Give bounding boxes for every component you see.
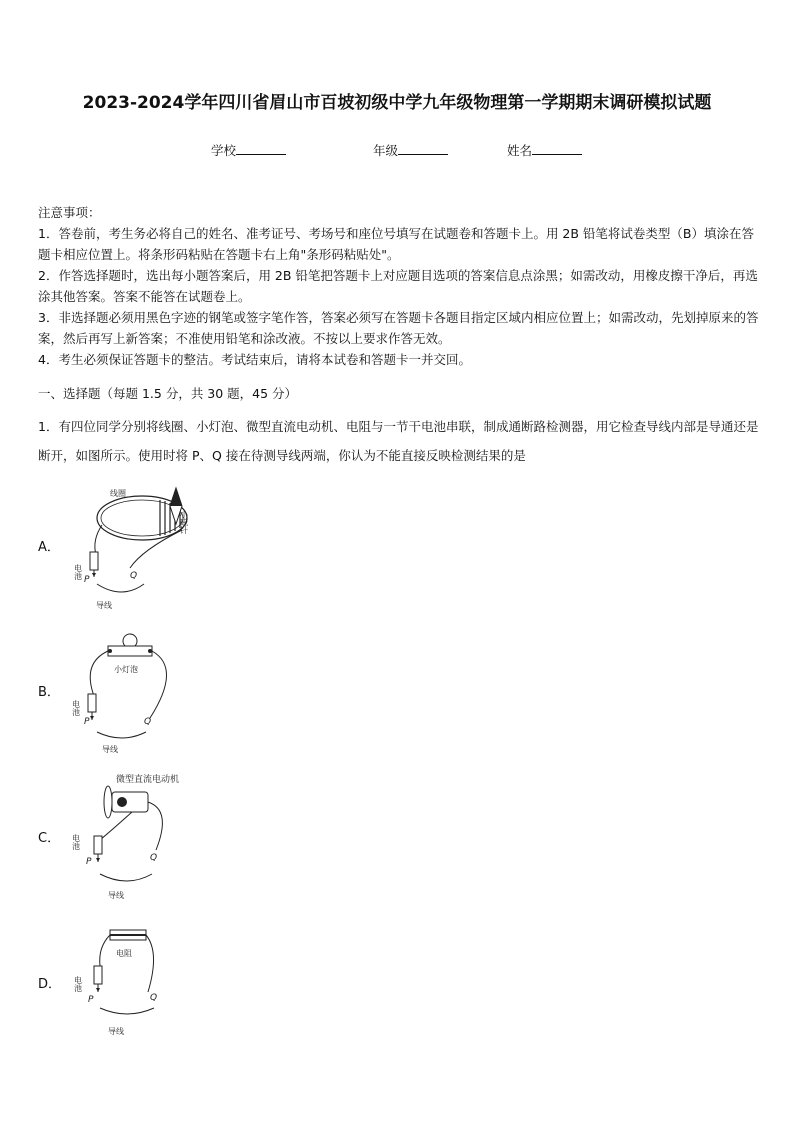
option-c-label[interactable]: C． (38, 831, 61, 846)
q-label: Q (150, 993, 158, 1003)
battery-label: 电池 (73, 976, 83, 992)
p-label: P (84, 575, 90, 585)
grade-blank[interactable] (398, 142, 448, 155)
q-label: Q (150, 853, 158, 863)
q-label: Q (144, 717, 152, 727)
school-label: 学校 (211, 143, 237, 158)
name-label: 姓名 (507, 143, 533, 158)
p-label: P (86, 857, 92, 867)
resistor-label: 电阻 (116, 949, 132, 958)
grade-field (373, 141, 448, 159)
wire-label: 导线 (96, 601, 112, 610)
section-heading: 一、选择题（每题 1.5 分，共 30 题，45 分） (38, 386, 298, 401)
grade-label: 年级 (373, 143, 399, 158)
option-a-label[interactable]: A． (38, 540, 60, 555)
option-d-label[interactable]: D． (38, 977, 62, 992)
question-text: 1．有四位同学分别将线圈、小灯泡、微型直流电动机、电阻与一节干电池串联，制成通断路检测器，用它检查导线内部是导通还是断开，如图所示。使用时将 P、Q 接在待测导线两端，你认为不能直接反映检测结果的是 (38, 419, 759, 463)
motor-label: 微型直流电动机 (116, 775, 180, 785)
coil-label: 线圈 (110, 489, 126, 498)
note-item: 3．非选择题必须用黑色字迹的钢笔或签字笔作答，答案必须写在答题卡各题目指定区域内相应位置上；如需改动，先划掉原来的答案，然后再写上新答案；不准使用铅笔和涂改液。不按以上要求作答无效。 (38, 310, 759, 346)
option-d-figure (72, 922, 222, 1042)
battery-label: 电池 (73, 564, 83, 580)
option-a-figure (72, 480, 222, 615)
name-blank[interactable] (532, 142, 582, 155)
p-label: P (88, 995, 94, 1005)
note-item: 1．答卷前，考生务必将自己的姓名、准考证号、考场号和座位号填写在试题卷和答题卡上。用 2B 铅笔将试卷类型（B）填涂在答题卡相应位置上。将条形码粘贴在答题卡右上角"条形码粘贴处"。 (38, 226, 755, 262)
battery-label: 电池 (72, 834, 81, 850)
option-b-figure (72, 628, 222, 758)
p-label: P (84, 717, 90, 727)
battery-label: 电池 (72, 700, 81, 716)
note-item: 4．考生必须保证答题卡的整洁。考试结束后，请将本试卷和答题卡一并交回。 (38, 352, 471, 367)
school-blank[interactable] (236, 142, 286, 155)
needle-label: 小磁针 (179, 510, 189, 534)
notes-block (38, 202, 762, 370)
page-title: 2023-2024学年四川省眉山市百坡初级中学九年级物理第一学期期末调研模拟试题 (82, 93, 712, 113)
option-b-label[interactable]: B． (38, 685, 60, 700)
wire-label: 导线 (108, 891, 124, 900)
note-item: 2．作答选择题时，选出每小题答案后，用 2B 铅笔把答题卡上对应题目选项的答案信息点涂黑；如需改动，用橡皮擦干净后，再选涂其他答案。答案不能答在试题卷上。 (38, 268, 758, 304)
wire-label: 导线 (108, 1027, 124, 1036)
wire-label: 导线 (102, 745, 118, 754)
name-field (507, 141, 582, 159)
notes-heading: 注意事项： (38, 205, 101, 220)
bulb-label: 小灯泡 (114, 665, 138, 674)
option-c-figure (72, 770, 232, 905)
q-label: Q (130, 571, 138, 581)
school-field (211, 141, 286, 159)
